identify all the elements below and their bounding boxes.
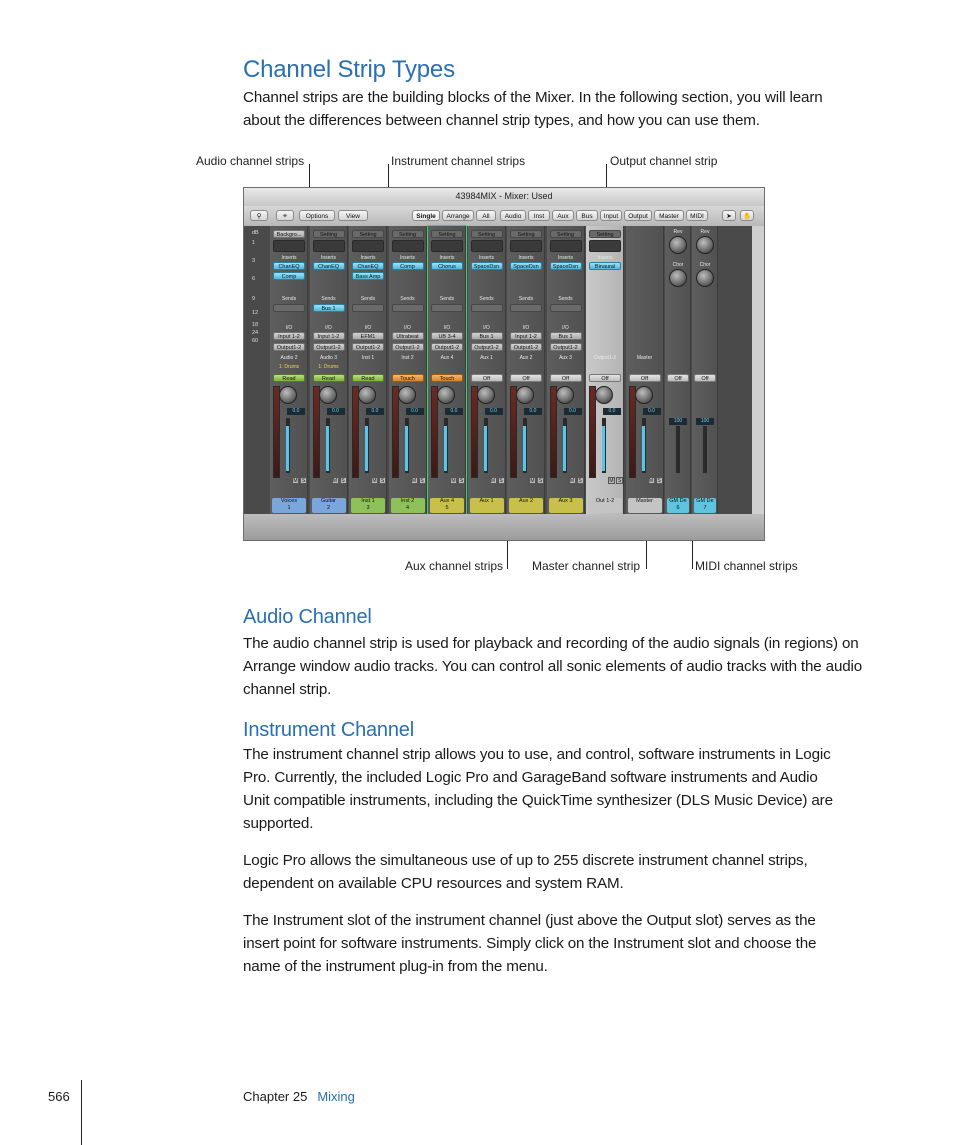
callout-aux-strips: Aux channel strips xyxy=(405,559,504,573)
mute-button[interactable]: M xyxy=(332,478,338,484)
tool-icon-button[interactable]: ⚲ xyxy=(250,210,268,221)
level-meter xyxy=(273,386,280,478)
fader-value: 0.0 xyxy=(603,408,621,415)
mute-button[interactable]: M xyxy=(569,478,575,484)
inserts-label: Inserts xyxy=(281,255,297,261)
input-slot[interactable]: EFM1 xyxy=(352,332,384,340)
sends-label: Sends xyxy=(439,296,455,302)
solo-button[interactable]: S xyxy=(617,478,622,484)
output-slot[interactable]: Output1-2 xyxy=(273,343,305,351)
mute-button[interactable]: M xyxy=(530,478,535,484)
insert-slot[interactable]: ChanEQ xyxy=(313,262,345,270)
eq-display[interactable] xyxy=(273,240,305,252)
volume-fader-level xyxy=(484,426,487,471)
track-name[interactable] xyxy=(588,498,622,513)
setting-button[interactable]: Setting xyxy=(510,230,542,238)
filter-arrange[interactable]: Arrange xyxy=(442,210,474,221)
output-slot[interactable]: Output1-2 xyxy=(510,343,542,351)
fader-value: 0.0 xyxy=(524,408,542,415)
channel-label: Audio 3 xyxy=(320,355,337,361)
input-slot[interactable]: Ultrabeat xyxy=(392,332,424,340)
channel-strip xyxy=(468,226,506,514)
solo-button[interactable]: S xyxy=(420,478,424,484)
track-name-text: GM De xyxy=(669,498,687,504)
insert-slot[interactable]: Comp xyxy=(392,262,424,270)
eq-display[interactable] xyxy=(471,240,503,252)
track-name[interactable] xyxy=(509,498,543,513)
mute-button[interactable]: M xyxy=(372,478,377,484)
level-meter xyxy=(589,386,596,478)
instrument-paragraph-3: The Instrument slot of the instrument channel (just above the Output slot) serves as the insert point for software instruments. Simply click on the Instrument slot and choose the name of the instrument plug-in from the menu. xyxy=(243,912,817,975)
pan-knob[interactable] xyxy=(437,386,455,404)
filter-bus[interactable]: Bus xyxy=(576,210,598,221)
eq-display[interactable] xyxy=(392,240,424,252)
filter-output[interactable]: Output xyxy=(624,210,652,221)
track-name-text: Inst 2 xyxy=(400,498,415,504)
solo-button[interactable]: S xyxy=(499,478,503,484)
level-meter xyxy=(471,386,478,478)
automation-mode-button[interactable]: Off xyxy=(550,374,582,382)
channel-strips-area xyxy=(244,226,764,514)
volume-fader-level xyxy=(365,426,368,471)
mute-button[interactable]: M xyxy=(411,478,417,484)
scale-label: 18 xyxy=(252,322,259,328)
filter-input[interactable]: Input xyxy=(600,210,622,221)
channel-strip xyxy=(349,226,387,514)
setting-button[interactable]: Setting xyxy=(313,230,345,238)
automation-mode-button[interactable]: Touch xyxy=(392,374,424,382)
channel-strip xyxy=(310,226,348,514)
track-name[interactable] xyxy=(351,498,385,513)
inserts-label: Inserts xyxy=(360,255,376,261)
eq-display[interactable] xyxy=(589,240,621,252)
level-meter xyxy=(629,386,636,478)
fader-value: 0.0 xyxy=(643,408,661,415)
hand-tool-icon[interactable]: ✋ xyxy=(740,210,754,221)
channel-label: Aux 4 xyxy=(440,355,454,361)
track-name-text: GM De xyxy=(696,498,714,504)
channel-label: Inst 2 xyxy=(401,355,414,361)
chorus-knob[interactable] xyxy=(669,269,687,287)
filter-single[interactable]: Single xyxy=(412,210,440,221)
scale-label: 6 xyxy=(252,276,256,282)
scale-label: 3 xyxy=(252,258,256,264)
chorus-knob[interactable] xyxy=(696,269,714,287)
footer-chapter xyxy=(243,1089,355,1104)
solo-button[interactable]: S xyxy=(380,478,385,484)
sends-label: Sends xyxy=(518,296,534,302)
setting-button[interactable]: Setting xyxy=(431,230,463,238)
track-name-text: Aux 2 xyxy=(518,498,534,504)
mixer-titlebar xyxy=(244,188,764,207)
scale-label: 9 xyxy=(252,296,256,302)
fader-value: 0.0 xyxy=(366,408,384,415)
setting-button[interactable]: Setting xyxy=(589,230,621,238)
track-number: 7 xyxy=(703,505,707,511)
insert-slot[interactable]: Bass Amp xyxy=(352,272,384,280)
channel-label: Audio 2 xyxy=(280,355,298,361)
scale-label: 1 xyxy=(252,240,256,246)
pan-knob[interactable] xyxy=(556,386,574,404)
eq-display[interactable] xyxy=(510,240,542,252)
channel-strip xyxy=(428,226,466,514)
volume-fader-level xyxy=(523,426,526,471)
automation-mode-button[interactable]: Off xyxy=(471,374,503,382)
inserts-label: Inserts xyxy=(320,255,336,261)
automation-mode-button[interactable]: Off xyxy=(510,374,542,382)
fader-value: 100 xyxy=(696,418,714,425)
channel-strip xyxy=(547,226,585,514)
pointer-tool-icon[interactable]: ➤ xyxy=(722,210,736,221)
insert-slot[interactable]: ChanEQ xyxy=(352,262,384,270)
track-name-text: Aux 1 xyxy=(479,498,494,504)
fader-value: 100 xyxy=(669,418,687,425)
volume-fader-level xyxy=(444,426,447,471)
midi-knob-label: Rev xyxy=(673,229,683,235)
fader-value: 0.0 xyxy=(287,408,305,415)
channel-strip xyxy=(270,226,308,514)
instrument-paragraph-1: The instrument channel strip allows you to use, and control, software instruments in Logic Pro. Currently, the included Logic Pro and GarageBand software instruments and Audio Unit compatible instruments, including the QuickTime synthesizer (DLS Music Device) are supported. xyxy=(243,746,833,832)
midi-knob-label: Chor xyxy=(672,262,684,268)
input-slot[interactable]: Bus 1 xyxy=(471,332,503,340)
inserts-label: Inserts xyxy=(518,255,534,261)
track-name[interactable] xyxy=(272,498,306,513)
automation-mode-button[interactable]: Read xyxy=(313,374,345,382)
level-meter xyxy=(392,386,399,478)
eq-display[interactable] xyxy=(313,240,345,252)
fader-value: 0.0 xyxy=(406,408,424,415)
input-slot[interactable]: Input 1-2 xyxy=(273,332,305,340)
channel-strip xyxy=(626,226,664,514)
pan-knob[interactable] xyxy=(319,386,337,404)
insert-slot[interactable]: SpaceDsn xyxy=(550,262,582,270)
midi-channel-strip xyxy=(665,226,691,514)
send-slot[interactable] xyxy=(352,304,384,312)
setting-button[interactable]: Setting xyxy=(352,230,384,238)
automation-mode-button[interactable]: Off xyxy=(694,374,716,382)
callout-instrument-strips: Instrument channel strips xyxy=(391,154,526,168)
inserts-label: Inserts xyxy=(557,255,573,261)
sends-label: Sends xyxy=(558,296,573,302)
inserts-label: Inserts xyxy=(439,255,455,261)
fader-value: 0.0 xyxy=(564,408,582,415)
intro-paragraph: Channel strips are the building blocks of the Mixer. In the following section, you will learn about the differences between channel strip types, and how you can use them. xyxy=(243,89,823,129)
mute-button[interactable]: M xyxy=(451,478,456,484)
scale-label: 12 xyxy=(252,310,259,316)
volume-fader-track[interactable] xyxy=(676,426,680,473)
sends-label: Sends xyxy=(281,296,297,302)
pan-knob[interactable] xyxy=(477,386,495,404)
setting-button[interactable]: Setting xyxy=(550,230,582,238)
filter-master[interactable]: Master xyxy=(654,210,684,221)
view-menu[interactable]: View xyxy=(338,210,368,221)
track-number: 4 xyxy=(405,505,410,511)
footer-rule xyxy=(81,1080,82,1145)
volume-fader-level xyxy=(602,426,605,471)
pan-knob[interactable] xyxy=(635,386,653,404)
inserts-label: Inserts xyxy=(597,255,613,261)
track-name-text: Guitar xyxy=(321,498,336,504)
track-name[interactable] xyxy=(628,498,662,513)
track-name-text: Aux 3 xyxy=(558,498,573,504)
scale-label: 24 xyxy=(252,330,259,336)
mute-button[interactable]: M xyxy=(490,478,496,484)
io-label: I/O xyxy=(443,325,451,331)
track-name-text: Out 1-2 xyxy=(595,498,615,504)
track-name[interactable] xyxy=(549,498,583,513)
link-icon-button[interactable]: ⚭ xyxy=(276,210,294,221)
channel-strip xyxy=(389,226,427,514)
pan-knob[interactable] xyxy=(358,386,376,404)
sends-label: Sends xyxy=(360,296,376,302)
track-name[interactable] xyxy=(430,498,464,513)
mixer-window xyxy=(243,187,765,541)
audio-channel-heading: Audio Channel xyxy=(243,606,372,628)
insert-slot[interactable]: Binaural xyxy=(589,262,621,270)
callout-audio-strips: Audio channel strips xyxy=(196,154,305,168)
track-name-text: Inst 1 xyxy=(361,498,375,504)
insert-slot[interactable]: SpaceDsn xyxy=(471,262,503,270)
track-name-text: Voices xyxy=(280,498,298,504)
midi-channel-strip xyxy=(692,226,718,514)
pan-knob[interactable] xyxy=(398,386,416,404)
mute-button[interactable]: M xyxy=(609,478,614,484)
send-slot[interactable] xyxy=(471,304,503,312)
input-slot[interactable]: Input 1-2 xyxy=(313,332,345,340)
sends-label: Sends xyxy=(321,296,336,302)
db-scale xyxy=(248,226,268,514)
volume-fader-level xyxy=(326,426,329,471)
output-slot[interactable]: Output1-2 xyxy=(313,343,345,351)
channel-label: Aux 1 xyxy=(480,355,493,361)
page-number: 566 xyxy=(48,1089,70,1104)
solo-button[interactable]: S xyxy=(459,478,464,484)
solo-button[interactable]: S xyxy=(301,478,306,484)
level-meter xyxy=(510,386,517,478)
fader-value: 0.0 xyxy=(485,408,503,415)
send-slot[interactable] xyxy=(550,304,582,312)
midi-knob-label: Rev xyxy=(700,229,710,235)
level-meter xyxy=(550,386,557,478)
channel-label: Inst 1 xyxy=(361,355,375,361)
pan-knob[interactable] xyxy=(516,386,534,404)
channel-label: Aux 3 xyxy=(559,355,572,361)
track-name[interactable] xyxy=(470,498,504,513)
filter-aux[interactable]: Aux xyxy=(552,210,574,221)
automation-mode-button[interactable]: Off xyxy=(629,374,661,382)
io-label: I/O xyxy=(562,325,569,331)
pan-knob[interactable] xyxy=(595,386,613,404)
track-number: 2 xyxy=(326,505,331,511)
output-slot[interactable]: Output1-2 xyxy=(550,343,582,351)
reverb-knob[interactable] xyxy=(696,236,714,254)
track-number: 1 xyxy=(287,505,291,511)
send-slot[interactable]: Bus 1 xyxy=(313,304,345,312)
chapter-section: Mixing xyxy=(317,1089,355,1104)
automation-mode-button[interactable]: Read xyxy=(273,374,305,382)
vertical-scrollbar[interactable] xyxy=(752,226,764,514)
setting-button[interactable]: Setting xyxy=(392,230,424,238)
level-meter xyxy=(352,386,359,478)
send-slot[interactable] xyxy=(273,304,305,312)
solo-button[interactable]: S xyxy=(341,478,345,484)
fader-value: 0.0 xyxy=(327,408,345,415)
options-menu[interactable]: Options xyxy=(299,210,335,221)
chapter-label: Chapter 25 xyxy=(243,1089,308,1104)
output-slot[interactable]: Output1-2 xyxy=(392,343,424,351)
channel-strip xyxy=(507,226,545,514)
io-label: I/O xyxy=(364,325,372,331)
instrument-paragraph-2: Logic Pro allows the simultaneous use of up to 255 discrete instrument channel strips, dependent on available CPU resources and system RAM. xyxy=(243,852,808,892)
track-name[interactable] xyxy=(667,498,689,513)
channel-label: Output1-2 xyxy=(593,355,617,361)
setting-button[interactable]: Setting xyxy=(471,230,503,238)
send-slot[interactable] xyxy=(431,304,463,312)
mute-button[interactable]: M xyxy=(293,478,298,484)
insert-slot[interactable]: ChanEQ xyxy=(273,262,305,270)
channel-strip xyxy=(586,226,624,514)
io-label: I/O xyxy=(404,325,411,331)
insert-slot[interactable]: Chorus xyxy=(431,262,463,270)
automation-mode-button[interactable]: Off xyxy=(667,374,689,382)
output-slot[interactable]: Output1-2 xyxy=(471,343,503,351)
insert-slot[interactable]: Comp xyxy=(273,272,305,280)
send-slot[interactable] xyxy=(510,304,542,312)
solo-button[interactable]: S xyxy=(578,478,582,484)
midi-knob-label: Chor xyxy=(699,262,711,268)
level-meter xyxy=(431,386,438,478)
instrument-channel-heading: Instrument Channel xyxy=(243,719,414,741)
output-slot[interactable]: Output1-2 xyxy=(431,343,463,351)
io-label: I/O xyxy=(522,325,530,331)
volume-fader-level xyxy=(642,426,645,471)
filter-inst[interactable]: Inst xyxy=(528,210,550,221)
eq-display[interactable] xyxy=(550,240,582,252)
region-label: 1: Drums xyxy=(318,364,339,370)
audio-channel-paragraph: The audio channel strip is used for playback and recording of the audio signals (in regions) on Arrange window audio tracks. You can control all sonic elements of audio tracks with the audio channel strip. xyxy=(243,635,863,698)
track-name[interactable] xyxy=(694,498,716,513)
track-name-text: Master xyxy=(636,498,653,504)
callout-midi-strips: MIDI channel strips xyxy=(695,559,798,573)
level-meter xyxy=(313,386,320,478)
input-slot[interactable]: UB 3-4 xyxy=(431,332,463,340)
filter-all[interactable]: All xyxy=(476,210,496,221)
output-slot[interactable]: Output1-2 xyxy=(352,343,384,351)
reverb-knob[interactable] xyxy=(669,236,687,254)
input-slot[interactable]: Bus 1 xyxy=(550,332,582,340)
sends-label: Sends xyxy=(479,296,494,302)
eq-display[interactable] xyxy=(352,240,384,252)
io-label: I/O xyxy=(483,325,490,331)
pan-knob[interactable] xyxy=(279,386,297,404)
automation-mode-button[interactable]: Off xyxy=(589,374,621,382)
track-number: 5 xyxy=(445,505,449,511)
send-slot[interactable] xyxy=(392,304,424,312)
io-label: I/O xyxy=(325,325,332,331)
filter-midi[interactable]: MIDI xyxy=(686,210,708,221)
automation-mode-button[interactable]: Touch xyxy=(431,374,463,382)
mixer-bottom-bar xyxy=(244,514,764,540)
scale-label: 60 xyxy=(252,338,259,344)
inserts-label: Inserts xyxy=(478,255,494,261)
page-title: Channel Strip Types xyxy=(243,56,455,83)
volume-fader-level xyxy=(286,426,289,471)
callout-output-strip: Output channel strip xyxy=(610,154,718,168)
mixer-window-title: 43984MIX - Mixer: Used xyxy=(455,191,553,201)
io-label: I/O xyxy=(285,325,293,331)
setting-button[interactable]: Backgro... xyxy=(273,230,305,238)
solo-button[interactable]: S xyxy=(538,478,543,484)
track-name-text: Aux 4 xyxy=(439,498,455,504)
sends-label: Sends xyxy=(400,296,415,302)
inserts-label: Inserts xyxy=(399,255,415,261)
insert-slot[interactable]: SpaceDsn xyxy=(510,262,542,270)
fader-value: 0.0 xyxy=(445,408,463,415)
mixer-toolbar xyxy=(244,206,764,226)
channel-label: Master xyxy=(636,355,653,361)
track-name[interactable] xyxy=(391,498,425,513)
eq-display[interactable] xyxy=(431,240,463,252)
mute-button[interactable]: M xyxy=(648,478,654,484)
input-slot[interactable]: Input 1-2 xyxy=(510,332,542,340)
track-number: 6 xyxy=(676,505,680,511)
callout-master-strip: Master channel strip xyxy=(532,559,641,573)
scale-label: dB xyxy=(252,230,259,236)
region-label: 1: Drums xyxy=(278,364,300,370)
automation-mode-button[interactable]: Read xyxy=(352,374,384,382)
volume-fader-level xyxy=(405,426,408,471)
solo-button[interactable]: S xyxy=(657,478,661,484)
channel-label: Aux 2 xyxy=(519,355,533,361)
filter-audio[interactable]: Audio xyxy=(500,210,526,221)
volume-fader-track[interactable] xyxy=(703,426,707,473)
volume-fader-level xyxy=(563,426,566,471)
track-name[interactable] xyxy=(312,498,346,513)
track-number: 3 xyxy=(366,505,370,511)
